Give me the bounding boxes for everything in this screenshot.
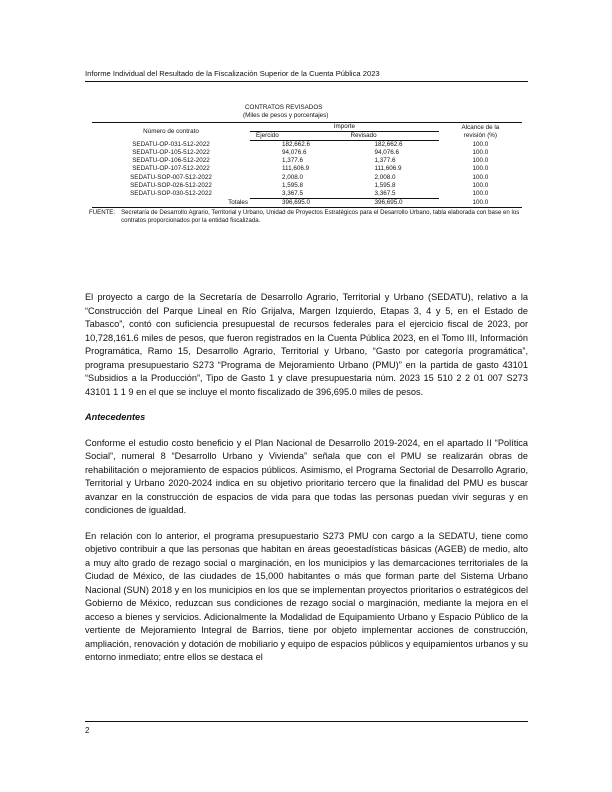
table-row	[92, 149, 522, 157]
reviewed-cell: 94,076.6	[374, 149, 399, 157]
scope-cell: 100.0	[472, 181, 489, 189]
header-scope-line-1: Alcance de la	[461, 123, 500, 131]
executed-cell: 1,595.8	[282, 181, 304, 189]
totals-executed: 396,695.0	[250, 198, 344, 207]
table-row	[92, 174, 522, 182]
table-row	[92, 165, 522, 173]
paragraph-background: Conforme el estudio costo beneficio y el Plan Nacional de Desarrollo 2019-2024, en el apartado II “Política Social”, numeral 8 “Desarrollo Urbano y Vivienda” señala que con el PMU se realizarán obras de rehabilitación o mejoramiento de espacios públicos. Asimismo, el Programa Sectorial de Desarrollo Agrario, Territorial y Urbano 2020-2024 indica en su objetivo prioritario tercero que la finalidad del PMU es buscar avanzar en la construcción de espacios de vida para que todas las personas puedan vivir seguras y en condiciones de igualdad.	[85, 437, 528, 515]
header-reviewed: Revisado	[344, 132, 438, 141]
reviewed-cell: 1,595.8	[374, 181, 396, 189]
table-subtitle: (Miles de pesos y porcentajes)	[243, 112, 329, 119]
scope-cell: 100.0	[472, 165, 489, 173]
paragraph-program-objective: En relación con lo anterior, el programa presupuestario S273 PMU con cargo a la SEDATU, tiene como objetivo contribuir a que las personas que habitan en áreas geoestadísticas básicas (AGEB) de medio, alto a muy alto grado de rezago social o marginación, en los municipios y las demarcaciones territoriales de la Ciudad de México, de las ciudades de 15,000 habitantes o más que forman parte del Sistema Urbano Nacional (SUN) 2018 y en los municipios en los que se implementan proyectos prioritarios o estratégicos del Gobierno de México, reduzcan sus condiciones de rezago social o marginación, mediante la mejora en el acceso a bienes y servicios. Adicionalmente la Modalidad de Equipamiento Urbano y Espacio Público de la vertiente de Mejoramiento Integral de Barrios, tiene por objeto implementar acciones de construcción, ampliación, renovación y dotación de mobiliario y equipo de espacios públicos y equipamientos urbanos y su entorno inmediato; entre ellos se destaca el	[85, 530, 528, 662]
contract-number-cell: SEDATU-SOP-030-512-2022	[130, 190, 212, 197]
table-row	[92, 141, 522, 150]
executed-cell: 2,008.0	[282, 173, 304, 181]
totals-label: Totales	[92, 198, 250, 207]
table-row	[92, 190, 522, 199]
contract-number-cell: SEDATU-OP-106-512-2022	[132, 157, 210, 165]
contract-number-cell: SEDATU-SOP-026-512-2022	[130, 181, 212, 189]
contracts-table-block	[85, 104, 531, 225]
table-title: CONTRATOS REVISADOS	[245, 104, 323, 111]
running-header: Informe Individual del Resultado de la Fiscalización Superior de la Cuenta Pública 2023	[85, 69, 528, 82]
contract-number-cell: SEDATU-SOP-007-512-2022	[130, 173, 212, 181]
scope-cell: 100.0	[472, 190, 489, 197]
source-text: Secretaría de Desarrollo Agrario, Territorial y Urbano, Unidad de Proyectos Estratégicos para el Desarrollo Urbano, tabla elaborada con base en los contratos proporcionados por la entidad fiscalizada.	[121, 208, 520, 224]
header-contract-number: Número de contrato	[92, 123, 250, 141]
header-scope-line-2: revisión (%)	[463, 131, 497, 139]
contract-number-cell: SEDATU-OP-107-512-2022	[132, 165, 210, 173]
header-amount: Importe	[250, 123, 439, 132]
reviewed-cell: 2,008.0	[374, 173, 396, 181]
totals-reviewed: 396,695.0	[344, 198, 438, 207]
reviewed-cell: 182,662.6	[374, 141, 403, 149]
scope-cell: 100.0	[472, 157, 489, 165]
contract-number-cell: SEDATU-OP-105-512-2022	[132, 149, 210, 157]
totals-row	[92, 198, 522, 207]
scope-cell: 100.0	[472, 140, 489, 148]
reviewed-cell: 1,377.6	[374, 157, 396, 165]
contract-number-cell: SEDATU-OP-031-512-2022	[132, 140, 210, 148]
section-heading-antecedentes: Antecedentes	[85, 412, 146, 422]
scope-cell: 100.0	[472, 149, 489, 157]
reviewed-cell: 3,367.5	[344, 190, 438, 199]
header-executed: Ejercido	[250, 132, 344, 141]
page-number: 2	[85, 721, 528, 735]
body-text	[85, 291, 528, 677]
header-scope	[439, 123, 522, 141]
table-row	[92, 157, 522, 165]
executed-cell: 94,076.6	[282, 149, 307, 157]
executed-cell: 3,367.5	[250, 190, 344, 199]
totals-scope: 100.0	[439, 198, 522, 207]
executed-cell: 111,606.9	[282, 165, 310, 173]
source-label: FUENTE:	[89, 208, 116, 216]
scope-cell: 100.0	[472, 173, 489, 181]
table-row	[92, 182, 522, 190]
executed-cell: 182,662.6	[282, 141, 311, 149]
paragraph-project: El proyecto a cargo de la Secretaría de Desarrollo Agrario, Territorial y Urbano (SEDATU), relativo a la “Construcción del Parque Lineal en Río Grijalva, Margen Izquierdo, Etapas 3, 4 y 5, en el Estado de Tabasco”, contó con suficiencia presupuestal de recursos federales para el ejercicio fiscal de 2023, por 10,728,161.6 miles de pesos, que fueron registrados en la Cuenta Pública 2023, en el Tomo III, Información Programática, Ramo 15, Desarrollo Agrario, Territorial y Urbano, “Gasto por categoría programática”, programa presupuestario S273 “Programa de Mejoramiento Urbano (PMU)” en la partida de gasto 43101 “Subsidios a la Producción”, Tipo de Gasto 1 y clave presupuestaria núm. 2023 15 510 2 2 01 007 S273 43101 1 1 9 en el que se incluye el monto fiscalizado de 396,695.0 miles de pesos.	[85, 292, 528, 397]
contracts-table	[92, 122, 522, 208]
table-source-note	[85, 209, 531, 225]
executed-cell: 1,377.6	[282, 157, 304, 165]
reviewed-cell: 111,606.9	[374, 165, 402, 173]
